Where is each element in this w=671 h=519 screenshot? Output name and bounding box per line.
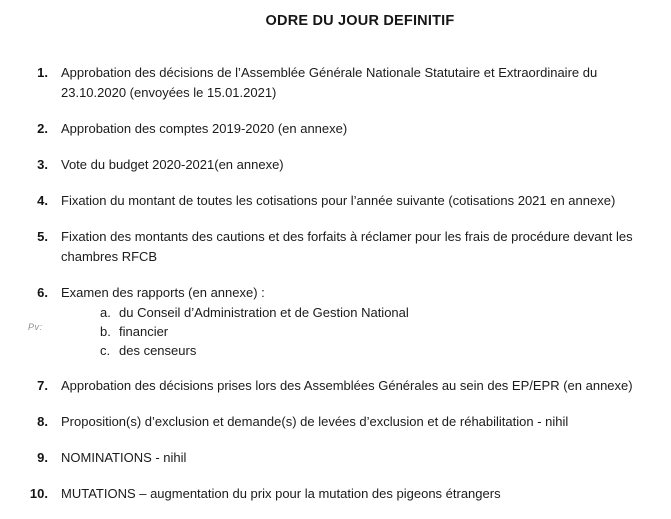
subitem-letter: b.: [100, 324, 111, 339]
item-text: Proposition(s) d’exclusion et demande(s) de levées d’exclusion et de réhabilitation - nihil: [61, 414, 569, 429]
item-number: 9.: [37, 450, 48, 465]
agenda-list: [0, 63, 671, 504]
item-text: [61, 283, 657, 360]
agenda-item: [0, 63, 671, 103]
item-text: MUTATIONS – augmentation du prix pour la mutation des pigeons étrangers: [61, 486, 501, 501]
item-number: 6.: [37, 285, 48, 300]
item-text: Approbation des comptes 2019-2020 (en annexe): [61, 121, 348, 136]
subitem-letter: a.: [100, 305, 111, 320]
item-number: 7.: [37, 378, 48, 393]
subitem-text: du Conseil d’Administration et de Gestion National: [119, 305, 409, 320]
subitem-text: financier: [119, 324, 169, 339]
item-number: 8.: [37, 414, 48, 429]
agenda-item: [0, 227, 671, 267]
item-text: NOMINATIONS - nihil: [61, 450, 187, 465]
item-text: Approbation des décisions prises lors des Assemblées Générales au sein des EP/EPR (en annexe): [61, 378, 633, 393]
agenda-subitem: [100, 322, 657, 341]
subitem-letter: c.: [100, 343, 111, 358]
agenda-item: [0, 484, 671, 504]
item-number: 10.: [29, 486, 48, 501]
item-number: 4.: [37, 193, 48, 208]
agenda-item: [0, 191, 671, 211]
item-text: Fixation du montant de toutes les cotisations pour l’année suivante (cotisations 2021 en annexe): [61, 193, 616, 208]
agenda-item: [0, 119, 671, 139]
item-text: Approbation des décisions de l’Assemblée Générale Nationale Statutaire et Extraordinaire du 23.10.2020 (envoyées le 15.01.2021): [61, 65, 598, 100]
agenda-item: [0, 412, 671, 432]
item-text-main: Examen des rapports (en annexe) :: [61, 285, 265, 300]
item-text: Fixation des montants des cautions et des forfaits à réclamer pour les frais de procédure devant les chambres RFCB: [61, 229, 633, 264]
subitem-text: des censeurs: [119, 343, 197, 358]
margin-annotation: Pv:: [28, 322, 43, 332]
item-number: 5.: [37, 229, 48, 244]
item-text: Vote du budget 2020-2021(en annexe): [61, 157, 284, 172]
item-number: 3.: [37, 157, 48, 172]
agenda-item: [0, 448, 671, 468]
item-number: 1.: [37, 65, 48, 80]
item-number: 2.: [37, 121, 48, 136]
document-title: ODRE DU JOUR DEFINITIF: [265, 13, 455, 29]
agenda-item: [0, 376, 671, 396]
agenda-subitem: [100, 341, 657, 360]
agenda-subitem: [100, 303, 657, 322]
agenda-item: [0, 155, 671, 175]
agenda-item: [0, 283, 671, 360]
